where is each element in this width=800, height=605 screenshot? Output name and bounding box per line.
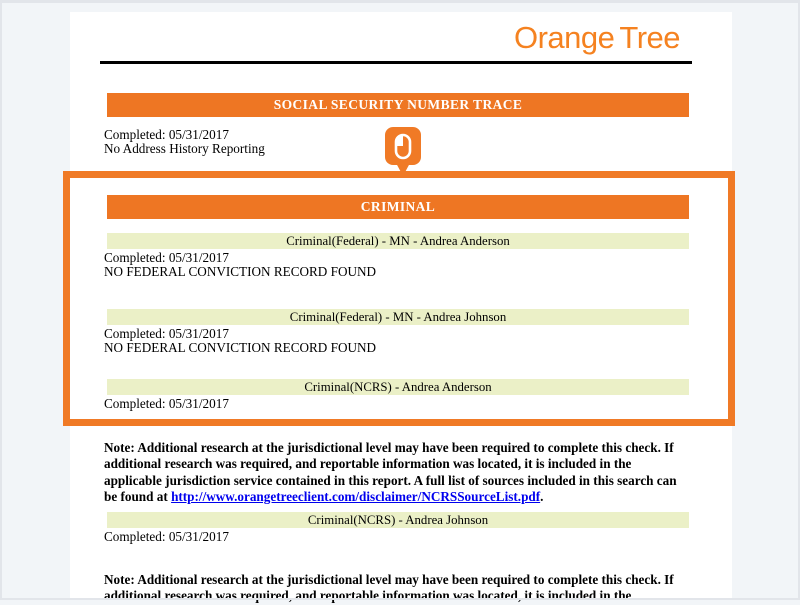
entry-result-text: NO FEDERAL CONVICTION RECORD FOUND (104, 340, 377, 355)
entry-header-ncrs-anderson: Criminal(NCRS) - Andrea Anderson (107, 379, 689, 395)
entry-result-text: NO FEDERAL CONVICTION RECORD FOUND (104, 264, 377, 279)
note-line: Note: Additional research at the jurisdictional level may have been required to complete this check. If (104, 572, 674, 587)
ncrs-disclaimer-note (104, 440, 716, 505)
logo-text-tree: Tree (619, 20, 680, 55)
ssn-trace-section-header: SOCIAL SECURITY NUMBER TRACE (107, 93, 689, 117)
entry-header-ncrs-johnson: Criminal(NCRS) - Andrea Johnson (107, 512, 689, 528)
note-link-suffix: . (540, 488, 544, 504)
ssn-completed-date: Completed: 05/31/2017 (104, 127, 229, 142)
note-line (104, 489, 716, 505)
entry-header-federal-johnson: Criminal(Federal) - MN - Andrea Johnson (107, 309, 689, 325)
entry-completed-date: Completed: 05/31/2017 (104, 250, 229, 265)
criminal-section-header: CRIMINAL (107, 195, 689, 219)
note-line: additional research was required, and reportable information was located, it is included in the (104, 456, 632, 472)
ssn-status-text: No Address History Reporting (104, 141, 265, 156)
orange-tree-logo (514, 20, 680, 56)
note-line: additional research was required, and reportable information was located, it is included in the (104, 588, 632, 604)
logo-text-orange: Orange (514, 20, 615, 55)
note-line: applicable jurisdiction service contained in this report. A full list of sources included in this search can (104, 472, 677, 488)
entry-completed-date: Completed: 05/31/2017 (104, 396, 229, 411)
entry-completed-date: Completed: 05/31/2017 (104, 326, 229, 341)
ncrs-source-list-link[interactable]: http://www.orangetreeclient.com/disclaimer/NCRSSourceList.pdf (171, 488, 541, 504)
entry-completed-date: Completed: 05/31/2017 (104, 529, 229, 544)
mouse-click-annotation-bubble (385, 127, 421, 177)
header-divider-line (100, 61, 692, 64)
mouse-left-click-icon (385, 127, 421, 177)
entry-header-federal-anderson: Criminal(Federal) - MN - Andrea Anderson (107, 233, 689, 249)
note-link-prefix: be found at (104, 488, 172, 504)
note-line: Note: Additional research at the jurisdictional level may have been required to complete this check. If (104, 440, 674, 455)
report-document (70, 12, 732, 604)
